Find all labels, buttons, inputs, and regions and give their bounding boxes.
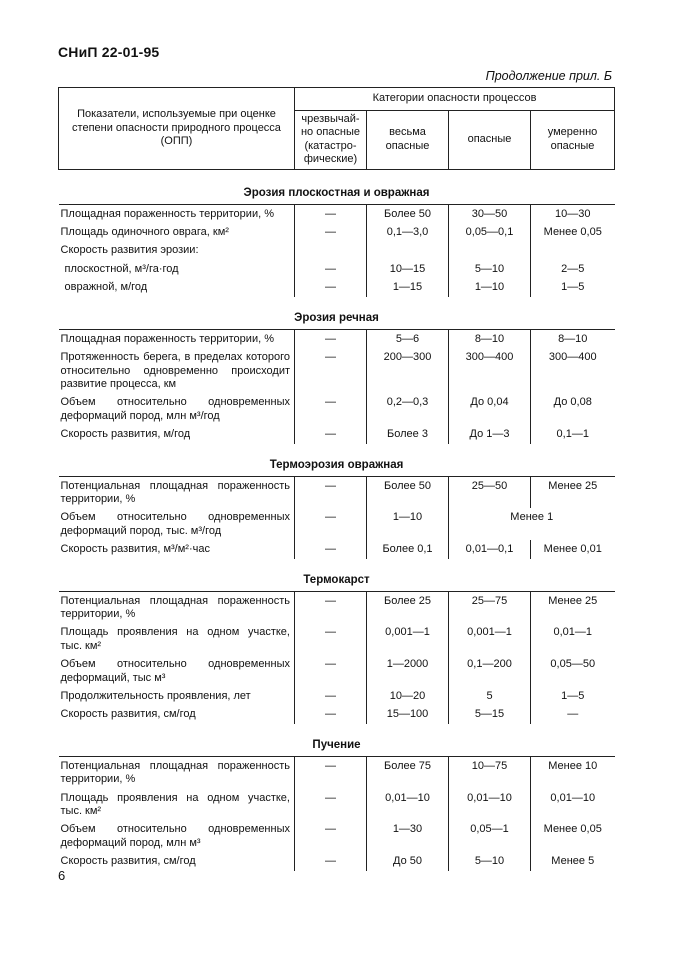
indicator-name: плоскостной, м³/га·год [64,262,179,275]
table-row [59,852,615,870]
value-dangerous: 5—15 [449,705,531,723]
indicator-name: Скорость развития, см/год [60,855,196,868]
value-catastrophic: — [295,655,367,687]
indicator-name: Площадь одиночного оврага, км² [60,226,229,239]
table-row [59,329,615,348]
section-title: Эрозия речная [59,297,615,330]
value-very-dangerous: Более 50 [367,476,449,508]
value-moderate: 1—5 [531,687,615,705]
hazard-criteria-table [58,87,615,871]
value-catastrophic: — [295,852,367,870]
value-moderate: Менее 5 [531,852,615,870]
value-moderate: 2—5 [531,260,615,278]
table-row [59,756,615,788]
value-very-dangerous: 1—10 [367,508,449,540]
indicator-name: Потенциальная площадная пораженность территории, % [60,479,290,505]
value-dangerous: 8—10 [449,329,531,348]
value-catastrophic: — [295,425,367,443]
value-catastrophic [295,241,367,259]
indicator-name: Площадная пораженность территории, % [60,207,274,220]
value-catastrophic: — [295,476,367,508]
value-dangerous: 0,05—1 [449,820,531,852]
table-row [59,508,615,540]
table-row [59,820,615,852]
value-moderate: 300—400 [531,348,615,393]
value-catastrophic: — [295,348,367,393]
value-moderate: Менее 0,05 [531,223,615,241]
value-catastrophic: — [295,540,367,558]
value-moderate: Менее 25 [531,591,615,623]
value-dangerous: До 0,04 [449,393,531,425]
indicator-name: овражной, м/год [64,281,148,294]
value-catastrophic: — [295,260,367,278]
value-catastrophic: — [295,278,367,296]
value-moderate: До 0,08 [531,393,615,425]
indicator-name: Площадь проявления на одном участке, тыс. км² [60,626,290,652]
indicator-name: Объем относительно одновременных деформаций пород, млн м³/год [60,396,290,422]
value-dangerous: 5—10 [449,852,531,870]
table-row [59,425,615,443]
value-catastrophic: — [295,223,367,241]
value-dangerous [449,241,531,259]
category-header-very-dangerous: весьма опасные [367,111,449,170]
indicator-name: Площадь проявления на одном участке, тыс. км² [60,791,290,818]
section-title: Пучение [59,724,615,757]
value-dangerous: 0,05—0,1 [449,223,531,241]
value-dangerous: 300—400 [449,348,531,393]
table-row [59,278,615,296]
value-very-dangerous: Более 25 [367,591,449,623]
indicator-name: Потенциальная площадная пораженность территории, % [60,594,290,620]
indicator-name: Скорость развития, м³/м²·час [60,543,210,556]
value-dangerous: 30—50 [449,204,531,223]
value-moderate: 0,1—1 [531,425,615,443]
table-row [59,687,615,705]
value-dangerous: 0,1—200 [449,655,531,687]
value-moderate: 0,05—50 [531,655,615,687]
table-row [59,393,615,425]
value-dangerous: 0,01—10 [449,789,531,821]
value-catastrophic: — [295,204,367,223]
table-row [59,705,615,723]
value-moderate: Менее 10 [531,756,615,788]
category-header-catastrophic: чрезвычай-но опасные (катастро-фические) [295,111,367,170]
value-very-dangerous [367,241,449,259]
continuation-note: Продолжение прил. Б [485,69,612,83]
value-dangerous: 25—50 [449,476,531,508]
value-catastrophic: — [295,393,367,425]
value-very-dangerous: Более 0,1 [367,540,449,558]
indicator-name: Объем относительно одновременных деформаций пород, тыс. м³/год [60,511,290,537]
value-very-dangerous: 1—30 [367,820,449,852]
indicator-name: Протяженность берега, в пределах которого относительно одновременно происходит развитие процесса, км [60,351,290,390]
value-catastrophic: — [295,591,367,623]
value-very-dangerous: 200—300 [367,348,449,393]
table-row [59,476,615,508]
section-header-row [59,724,615,757]
value-moderate: 1—5 [531,278,615,296]
value-very-dangerous: 0,01—10 [367,789,449,821]
value-very-dangerous: 15—100 [367,705,449,723]
value-very-dangerous: 10—15 [367,260,449,278]
value-dangerous: 5 [449,687,531,705]
indicator-name: Скорость развития эрозии: [60,244,199,257]
value-very-dangerous: До 50 [367,852,449,870]
value-moderate: Менее 0,01 [531,540,615,558]
value-moderate [531,241,615,259]
section-title: Термокарст [59,559,615,592]
indicator-name: Скорость развития, см/год [60,708,196,721]
value-catastrophic: — [295,623,367,655]
table-row [59,204,615,223]
value-catastrophic: — [295,756,367,788]
value-dangerous: 10—75 [449,756,531,788]
value-dangerous: До 1—3 [449,425,531,443]
section-title: Термоэрозия овражная [59,444,615,477]
categories-header: Категории опасности процессов [295,88,615,111]
table-row [59,623,615,655]
section-header-row [59,559,615,592]
value-very-dangerous: 10—20 [367,687,449,705]
table-body [59,169,615,871]
value-moderate: Менее 0,05 [531,820,615,852]
category-header-moderate: умеренно опасные [531,111,615,170]
value-moderate: 10—30 [531,204,615,223]
value-moderate: 0,01—10 [531,789,615,821]
indicator-column-header: Показатели, используемые при оценке степени опасности природного процесса (ОПП) [59,88,295,170]
value-dangerous: 0,001—1 [449,623,531,655]
value-very-dangerous: Более 50 [367,204,449,223]
section-header-row [59,297,615,330]
table-row [59,223,615,241]
value-moderate: 8—10 [531,329,615,348]
value-very-dangerous: Более 75 [367,756,449,788]
value-moderate: 0,01—1 [531,623,615,655]
table-row [59,789,615,821]
indicator-name: Скорость развития, м/год [60,428,191,441]
table-row [59,260,615,278]
value-catastrophic: — [295,329,367,348]
table-row [59,540,615,558]
table-row [59,591,615,623]
value-catastrophic: — [295,687,367,705]
table-row [59,348,615,393]
indicator-name: Объем относительно одновременных деформаций, тыс м³ [60,658,290,684]
page-number: 6 [58,868,66,883]
value-dangerous: 25—75 [449,591,531,623]
indicator-name: Потенциальная площадная пораженность территории, % [60,759,290,786]
document-code: СНиП 22-01-95 [58,44,160,60]
value-catastrophic: — [295,789,367,821]
value-moderate: — [531,705,615,723]
value-very-dangerous: Более 3 [367,425,449,443]
table-row [59,241,615,259]
value-dangerous: 5—10 [449,260,531,278]
indicator-name: Продолжительность проявления, лет [60,690,251,703]
value-very-dangerous: 0,001—1 [367,623,449,655]
table-row [59,655,615,687]
value-catastrophic: — [295,820,367,852]
section-title: Эрозия плоскостная и овражная [59,169,615,204]
value-catastrophic: — [295,705,367,723]
indicator-name: Площадная пораженность территории, % [60,332,274,345]
value-very-dangerous: 1—2000 [367,655,449,687]
value-very-dangerous: 0,1—3,0 [367,223,449,241]
section-header-row [59,444,615,477]
value-moderate: Менее 25 [531,476,615,508]
value-dangerous: Менее 1 [449,508,615,540]
value-dangerous: 0,01—0,1 [449,540,531,558]
section-header-row [59,169,615,204]
value-dangerous: 1—10 [449,278,531,296]
value-very-dangerous: 1—15 [367,278,449,296]
value-catastrophic: — [295,508,367,540]
indicator-name: Объем относительно одновременных деформаций пород, млн м³ [60,823,290,849]
category-header-dangerous: опасные [449,111,531,170]
value-very-dangerous: 0,2—0,3 [367,393,449,425]
value-very-dangerous: 5—6 [367,329,449,348]
